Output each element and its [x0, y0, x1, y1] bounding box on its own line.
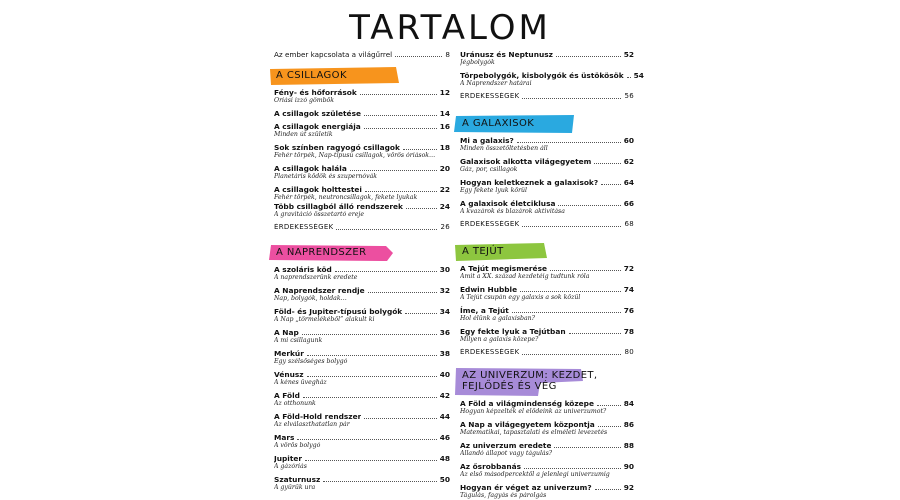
toc-entry-page: 86 [623, 420, 634, 429]
toc-entry[interactable] [460, 441, 634, 458]
toc-entry-subtitle: Egy fekete lyuk körül [460, 187, 527, 194]
toc-entry-page: 26 [440, 223, 450, 231]
toc-entry-label: Mars [274, 433, 295, 442]
toc-entry-subtitle: Jégbolygók [460, 59, 495, 66]
toc-entry-page: 66 [623, 199, 634, 208]
toc-entry[interactable] [460, 462, 634, 479]
toc-entry-subtitle: Egy szélsőséges bolygó [274, 358, 348, 365]
toc-entry-page: 36 [439, 328, 450, 337]
toc-entry-label: Jupiter [274, 454, 303, 463]
dot-leader [556, 56, 621, 57]
toc-entry-label: A Nap [274, 328, 299, 337]
toc-entry[interactable] [274, 286, 450, 303]
dot-leader [522, 354, 621, 355]
toc-entry[interactable] [460, 71, 644, 88]
toc-entry-page: 74 [623, 285, 634, 294]
dot-leader [395, 56, 442, 57]
toc-entry-page: 72 [623, 264, 634, 273]
toc-entry-subtitle: Planetáris ködök és szupernóvák [274, 173, 378, 180]
toc-entry-label: A Naprendszer rendje [274, 286, 365, 295]
toc-entry-subtitle: A gyűrűk ura [274, 484, 316, 491]
dot-leader [350, 170, 437, 171]
section-heading-line2: FEJLŐDÉS ÉS VÉG [462, 381, 557, 392]
toc-entry-subtitle: Milyen a galaxis közepe? [460, 336, 539, 343]
toc-entry-label: ÉRDEKESSÉGEK [460, 348, 520, 356]
toc-entry-page: 78 [623, 327, 634, 336]
toc-entry-page: 48 [439, 454, 450, 463]
toc-entry-label: Szaturnusz [274, 475, 321, 484]
dot-leader [406, 208, 437, 209]
section-banner-univerzum [454, 367, 608, 395]
toc-entry-page: 40 [439, 370, 450, 379]
toc-entry-label: Hogyan keletkeznek a galaxisok? [460, 178, 599, 187]
toc-entry-subtitle: A Naprendszer határai [460, 80, 532, 87]
toc-entry[interactable] [274, 109, 450, 118]
toc-entry-subtitle: A kvazárok és blazárok aktivitása [460, 208, 565, 215]
toc-entry-page: 22 [439, 185, 450, 194]
toc-entry-label: A szoláris köd [274, 265, 332, 274]
toc-entry-label: Sok színben ragyogó csillagok [274, 143, 400, 152]
toc-entry-subtitle: Minden út születik [274, 131, 333, 138]
toc-entry-page: 38 [439, 349, 450, 358]
toc-entry-page: 20 [439, 164, 450, 173]
toc-entry-label: A Tejút megismerése [460, 264, 547, 273]
toc-entry-label: A galaxisok életciklusa [460, 199, 556, 208]
section-heading: A GALAXISOK [462, 118, 535, 129]
toc-entry-facts[interactable] [274, 223, 450, 232]
toc-entry-subtitle: Az elválaszthatatlan pár [274, 421, 350, 428]
toc-entry[interactable] [274, 475, 450, 492]
dot-leader [554, 447, 620, 448]
toc-entry[interactable] [460, 199, 634, 216]
toc-entry-subtitle: A mi csillagunk [274, 337, 323, 344]
toc-entry-label: ÉRDEKESSÉGEK [460, 220, 520, 228]
toc-entry-label: A Nap a világegyetem központja [460, 420, 595, 429]
toc-entry[interactable] [274, 122, 450, 139]
toc-entry-subtitle: Matematikai, tapasztalati és elméleti levezetés [460, 429, 608, 436]
toc-entry-subtitle: A kénes üvegház [274, 379, 327, 386]
toc-entry-page: 46 [439, 433, 450, 442]
toc-entry-page: 62 [623, 157, 634, 166]
toc-entry-label: ÉRDEKESSÉGEK [274, 223, 334, 231]
toc-entry-label: Merkúr [274, 349, 304, 358]
toc-entry-page: 84 [623, 399, 634, 408]
toc-entry-label: Fény- és hőforrások [274, 88, 357, 97]
toc-entry-label: Hogyan ér véget az univerzum? [460, 483, 592, 492]
toc-entry-subtitle: Hol élünk a galaxisban? [460, 315, 535, 322]
toc-entry-page: 16 [439, 122, 450, 131]
dot-leader [303, 397, 437, 398]
dot-leader [520, 291, 621, 292]
toc-entry-subtitle: Nap, bolygók, holdak… [274, 295, 347, 302]
toc-entry-subtitle: A Nap „törmelékéből” alakult ki [274, 316, 375, 323]
toc-entry[interactable] [274, 185, 450, 202]
toc-entry-page: 68 [624, 220, 634, 228]
toc-entry[interactable] [460, 50, 634, 67]
toc-entry[interactable] [274, 265, 450, 282]
dot-leader [302, 334, 437, 335]
dot-leader [598, 426, 621, 427]
toc-entry-page: 64 [623, 178, 634, 187]
toc-entry-page: 90 [623, 462, 634, 471]
dot-leader [364, 128, 437, 129]
toc-entry-facts[interactable] [460, 92, 634, 101]
toc-entry-label: ÉRDEKESSÉGEK [460, 92, 520, 100]
toc-entry-label: Több csillagból álló rendszerek [274, 202, 403, 211]
dot-leader [403, 149, 437, 150]
toc-entry[interactable] [274, 164, 450, 181]
dot-leader [627, 77, 631, 78]
dot-leader [522, 226, 621, 227]
toc-entry[interactable] [274, 307, 450, 324]
toc-entry-page: 12 [439, 88, 450, 97]
toc-entry-subtitle: Gáz, por, csillagok [460, 166, 518, 173]
toc-entry[interactable] [274, 370, 450, 387]
toc-entry-page: 8 [445, 50, 450, 59]
dot-leader [597, 405, 621, 406]
toc-entry-facts[interactable] [460, 220, 634, 229]
toc-entry-subtitle: Óriási izzó gömbök [274, 97, 334, 104]
page-title: TARTALOM [349, 8, 551, 48]
toc-entry-label: Edwin Hubble [460, 285, 518, 294]
toc-entry-label: Föld- és Jupiter-típusú bolygók [274, 307, 403, 316]
dot-leader [601, 184, 621, 185]
toc-entry-label: Törpebolygók, kisbolygók és üstökösök [460, 71, 624, 80]
toc-entry-page: 18 [439, 143, 450, 152]
toc-entry-subtitle: Fehér törpék, Nap-típusú csillagok, vörös óriások… [274, 152, 436, 159]
toc-entry-label: Az ember kapcsolata a világűrrel [274, 50, 393, 59]
toc-entry-subtitle: A vörös bolygó [274, 442, 321, 449]
toc-entry-subtitle: A Tejút csupán egy galaxis a sok közül [460, 294, 581, 301]
dot-leader [297, 439, 436, 440]
toc-entry-page: 54 [633, 71, 644, 80]
toc-entry-label: A csillagok holttestei [274, 185, 362, 194]
dot-leader [323, 481, 436, 482]
toc-entry-page: 52 [623, 50, 634, 59]
toc-entry-page: 88 [623, 441, 634, 450]
dot-leader [524, 468, 621, 469]
toc-entry-subtitle: Amit a XX. század kezdetéig tudtunk róla [460, 273, 590, 280]
dot-leader [517, 142, 621, 143]
dot-leader [364, 418, 436, 419]
toc-entry-page: 50 [439, 475, 450, 484]
toc-entry[interactable] [274, 88, 450, 105]
dot-leader [569, 333, 621, 334]
dot-leader [336, 229, 437, 230]
toc-entry[interactable] [460, 399, 634, 416]
dot-leader [364, 115, 437, 116]
section-banner-tejut [454, 243, 514, 260]
dot-leader [307, 376, 437, 377]
dot-leader [365, 191, 437, 192]
toc-entry-page: 60 [623, 136, 634, 145]
toc-entry-page: 76 [623, 306, 634, 315]
toc-entry-subtitle: Fehér törpék, neutroncsillagok, fekete lyukak [274, 194, 418, 201]
toc-entry[interactable] [460, 327, 634, 344]
toc-entry-label: Az univerzum eredete [460, 441, 552, 450]
toc-entry[interactable] [460, 420, 634, 437]
section-banner-csillagok [268, 67, 357, 84]
section-heading: A CSILLAGOK [276, 70, 347, 81]
toc-entry[interactable] [460, 285, 634, 302]
dot-leader [595, 489, 621, 490]
dot-leader [305, 460, 437, 461]
toc-entry-subtitle: Hogyan képzelték el elődeink az univerzumot? [460, 408, 607, 415]
toc-entry[interactable] [460, 306, 634, 323]
toc-entry-label: A csillagok születése [274, 109, 361, 118]
toc-entry[interactable] [274, 349, 450, 366]
toc-entry-page: 80 [624, 348, 634, 356]
toc-entry-label: Uránusz és Neptunusz [460, 50, 553, 59]
toc-entry[interactable] [274, 50, 450, 59]
toc-entry[interactable] [460, 264, 634, 281]
toc-entry[interactable] [274, 143, 450, 160]
dot-leader [558, 205, 620, 206]
toc-entry-subtitle: A naprendszerünk eredete [274, 274, 358, 281]
toc-entry-label: A Föld a világmindenség közepe [460, 399, 594, 408]
toc-column-right [460, 50, 644, 500]
section-banner-naprendszer [268, 244, 376, 261]
section-heading: A TEJÚT [462, 246, 504, 257]
toc-entry-label: Íme, a Tejút [460, 306, 509, 315]
dot-leader [368, 292, 437, 293]
toc-entry-page: 56 [624, 92, 634, 100]
toc-entry-subtitle: Az első másodpercektől a jelenlegi univerzumig [460, 471, 610, 478]
toc-entry-subtitle: A gravitáció összetartó ereje [274, 211, 364, 218]
toc-entry-label: Mi a galaxis? [460, 136, 514, 145]
dot-leader [360, 94, 437, 95]
toc-entry-label: A Föld [274, 391, 300, 400]
dot-leader [522, 98, 621, 99]
toc-entry-page: 14 [439, 109, 450, 118]
dot-leader [512, 312, 621, 313]
dot-leader [335, 271, 437, 272]
toc-entry-subtitle: A gázóriás [274, 463, 307, 470]
toc-entry-label: Egy fekte lyuk a Tejútban [460, 327, 566, 336]
toc-entry-page: 92 [623, 483, 634, 492]
toc-entry-page: 34 [439, 307, 450, 316]
toc-entry-label: Az ősrobbanás [460, 462, 522, 471]
dot-leader [594, 163, 620, 164]
section-heading: A NAPRENDSZER [276, 247, 367, 258]
toc-entry-subtitle: Az otthonunk [274, 400, 316, 407]
toc-entry[interactable] [460, 136, 634, 153]
toc-entry-subtitle: Állandó állapot vagy tágulás? [460, 450, 553, 457]
toc-entry-page: 44 [439, 412, 450, 421]
toc-entry[interactable] [274, 433, 450, 450]
toc-entry-page: 42 [439, 391, 450, 400]
toc-entry[interactable] [274, 412, 450, 429]
toc-entry-page: 32 [439, 286, 450, 295]
section-heading-line1: AZ UNIVERZUM: KEZDET, [462, 370, 598, 381]
toc-entry-page: 24 [439, 202, 450, 211]
toc-entry-subtitle: Tágulás, fagyás és párolgás [460, 492, 547, 499]
toc-entry[interactable] [274, 202, 450, 219]
toc-entry[interactable] [460, 483, 634, 500]
toc-entry[interactable] [274, 328, 450, 345]
toc-entry-page: 30 [439, 265, 450, 274]
toc-entry-label: A Föld-Hold rendszer [274, 412, 362, 421]
dot-leader [307, 355, 437, 356]
dot-leader [405, 313, 436, 314]
toc-column-left [274, 50, 450, 492]
dot-leader [550, 270, 621, 271]
toc-entry-label: Vénusz [274, 370, 304, 379]
toc-entry-subtitle: Minden összetöltetésben áll [460, 145, 548, 152]
toc-entry-label: A csillagok energiája [274, 122, 361, 131]
toc-entry-facts[interactable] [460, 348, 634, 357]
section-banner-galaxisok [454, 115, 544, 132]
toc-entry[interactable] [274, 454, 450, 471]
toc-entry-label: Galaxisok alkotta világegyetem [460, 157, 592, 166]
toc-entry[interactable] [274, 391, 450, 408]
toc-entry[interactable] [460, 157, 634, 174]
toc-entry-label: A csillagok halála [274, 164, 347, 173]
toc-entry[interactable] [460, 178, 634, 195]
